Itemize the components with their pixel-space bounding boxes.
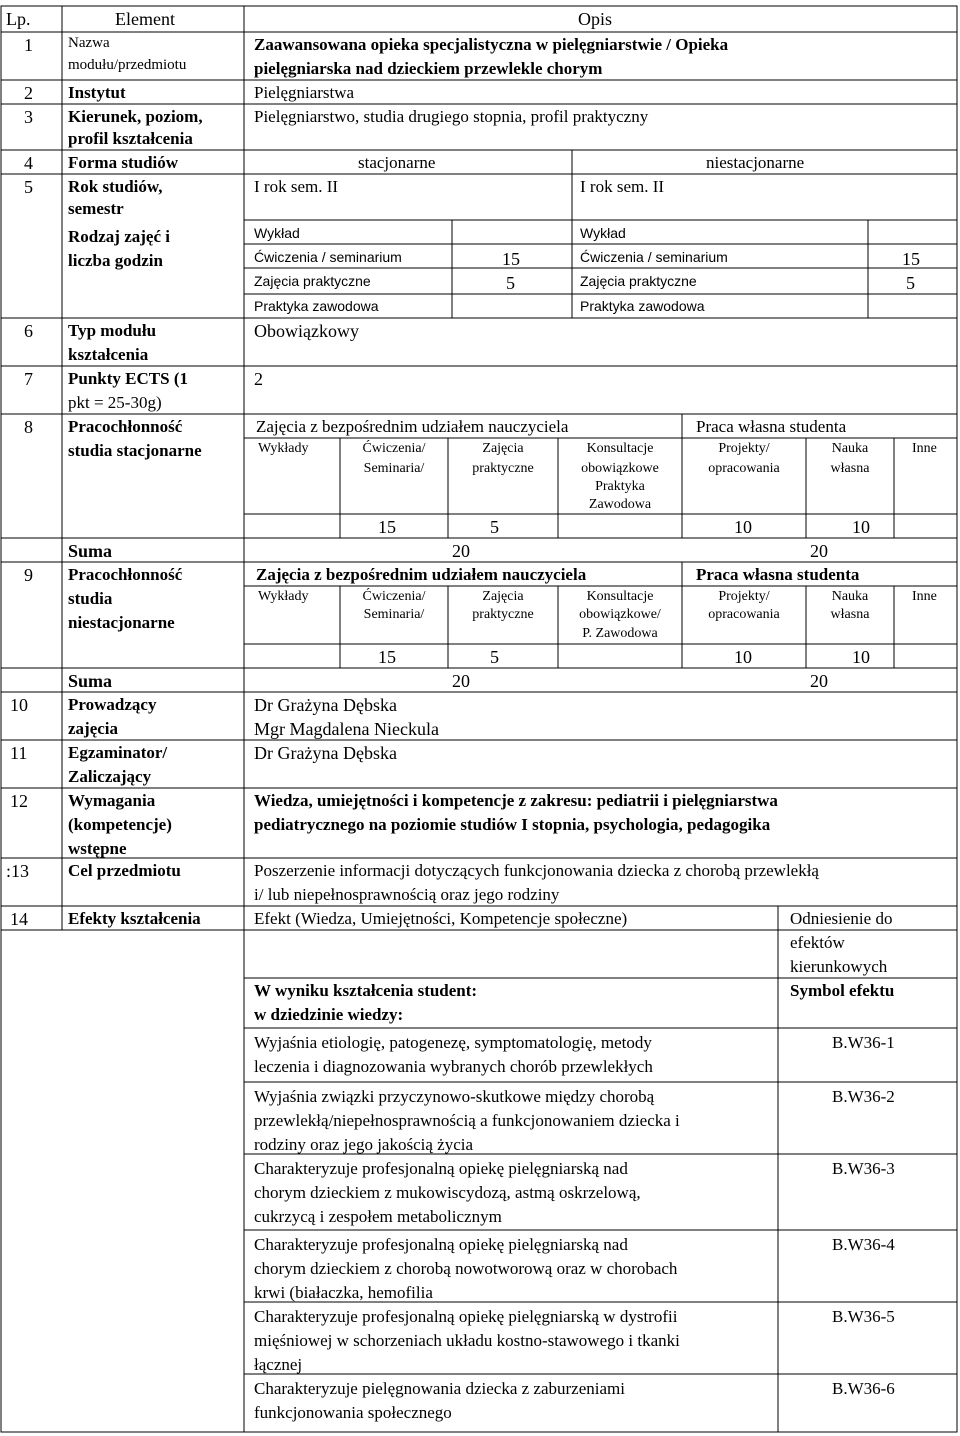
col-header: opracowania <box>708 461 780 476</box>
row-label: Rok studiów, <box>68 177 163 196</box>
sum-label: Suma <box>68 541 113 561</box>
col-header: praktyczne <box>472 607 534 622</box>
hours-value: 10 <box>852 517 870 537</box>
col-header: Inne <box>912 589 937 604</box>
sum-direct: 20 <box>452 541 470 561</box>
col-header: Projekty/ <box>718 589 770 604</box>
row-label: Zaliczający <box>68 767 152 786</box>
sum-own: 20 <box>810 541 828 561</box>
row-number: 7 <box>24 369 33 389</box>
col-header: Nauka <box>831 589 869 604</box>
row-number: 14 <box>10 909 28 929</box>
col-header: Seminaria/ <box>363 461 425 476</box>
col-header: własna <box>830 607 870 622</box>
effects-intro: W wyniku kształcenia student: <box>254 981 478 1000</box>
hours-value: 10 <box>852 647 870 667</box>
hours-value: 15 <box>378 647 396 667</box>
hours-type-name: Wykład <box>580 225 626 241</box>
goal-text: Poszerzenie informacji dotyczących funkcjonowania dziecka z chorobą przewlekłą <box>254 861 819 880</box>
field-value: Pielęgniarstwo, studia drugiego stopnia, profil praktyczny <box>254 107 649 126</box>
requirements-text: pediatrycznego na poziomie studiów I stopnia, psychologia, pedagogika <box>254 815 771 834</box>
row-label: Efekty kształcenia <box>68 909 201 928</box>
form-stacjonarne: stacjonarne <box>358 153 436 172</box>
row-label: Rodzaj zajęć i <box>68 227 170 246</box>
col-header: obowiązkowe/ <box>579 607 661 622</box>
effect-text: łącznej <box>254 1355 303 1374</box>
effect-text: leczenia i diagnozowania wybranych chorób przewlekłych <box>254 1057 653 1076</box>
own-work-heading: Praca własna studenta <box>696 565 860 584</box>
col-header: Praktyka <box>595 479 645 494</box>
effects-intro: w dziedzinie wiedzy: <box>254 1005 404 1024</box>
hours-value: 10 <box>734 517 752 537</box>
institute-value: Pielęgniarstwa <box>254 83 355 102</box>
row-number: 8 <box>24 417 33 437</box>
hours-value: 10 <box>734 647 752 667</box>
direct-hours-heading: Zajęcia z bezpośrednim udziałem nauczyciela <box>256 565 587 584</box>
row-number: 10 <box>10 695 28 715</box>
effect-text: mięśniowej w schorzeniach układu kostno-stawowego i tkanki <box>254 1331 680 1350</box>
sum-label: Suma <box>68 671 113 691</box>
effect-text: chorym dzieckiem z chorobą nowotworową oraz w chorobach <box>254 1259 678 1278</box>
hours-type-name: Praktyka zawodowa <box>254 298 379 314</box>
row-label: (kompetencje) <box>68 815 172 834</box>
effect-text: Charakteryzuje profesjonalną opiekę pielęgniarską nad <box>254 1235 628 1254</box>
row-label: Typ modułu <box>68 321 157 340</box>
col-header: Zawodowa <box>588 497 652 512</box>
row-label: pkt = 25-30g) <box>68 393 162 412</box>
sum-direct: 20 <box>452 671 470 691</box>
row-label: Nazwa <box>68 35 110 51</box>
goal-text: i/ lub niepełnosprawnością oraz jego rodziny <box>254 885 560 904</box>
col-header: Zajęcia <box>482 589 524 604</box>
effect-text: Wyjaśnia związki przyczynowo-skutkowe między chorobą <box>254 1087 655 1106</box>
direct-hours-heading: Zajęcia z bezpośrednim udziałem nauczyciela <box>256 417 569 436</box>
row-number: :13 <box>6 861 30 881</box>
col-header: opracowania <box>708 607 780 622</box>
row-label: Prowadzący <box>68 695 157 714</box>
col-header: Ćwiczenia/ <box>362 589 426 604</box>
effect-text: Wyjaśnia etiologię, patogenezę, symptomatologię, metody <box>254 1033 652 1052</box>
row-label: Kierunek, poziom, <box>68 107 203 126</box>
row-number: 5 <box>24 177 33 197</box>
examiner-name: Dr Grażyna Dębska <box>254 743 397 763</box>
form-niestacjonarne: niestacjonarne <box>706 153 805 172</box>
row-label: Wymagania <box>68 791 156 810</box>
requirements-text: Wiedza, umiejętności i kompetencje z zakresu: pediatrii i pielęgniarstwa <box>254 791 778 810</box>
row-label: liczba godzin <box>68 251 163 270</box>
col-header: Inne <box>912 441 937 456</box>
effect-code: B.W36-4 <box>832 1235 895 1254</box>
hours-value: 15 <box>902 249 920 269</box>
row-number: 1 <box>24 35 33 55</box>
row-number: 3 <box>24 107 33 127</box>
lecturer-name: Mgr Magdalena Nieckula <box>254 719 439 739</box>
module-name: Zaawansowana opieka specjalistyczna w pielęgniarstwie / Opieka <box>254 35 729 54</box>
effect-text: przewlekłą/niepełnosprawnością a funkcjonowaniem dziecka i <box>254 1111 680 1130</box>
reference-col-header: Odniesienie do <box>790 909 893 928</box>
header-lp: Lp. <box>6 9 31 29</box>
hours-value: 5 <box>506 273 515 293</box>
row-label: profil kształcenia <box>68 129 193 148</box>
hours-type-name: Praktyka zawodowa <box>580 298 705 314</box>
ects-value: 2 <box>254 369 263 389</box>
col-header: własna <box>830 461 870 476</box>
semester-niestacjonarne: I rok sem. II <box>580 177 665 196</box>
effect-code: B.W36-5 <box>832 1307 895 1326</box>
effect-text: cukrzycą i zespołem metabolicznym <box>254 1207 502 1226</box>
effect-text: Charakteryzuje profesjonalną opiekę pielęgniarską w dystrofii <box>254 1307 678 1326</box>
col-header: Projekty/ <box>718 441 770 456</box>
hours-type-name: Zajęcia praktyczne <box>254 273 371 289</box>
hours-value: 5 <box>490 517 499 537</box>
effect-text: funkcjonowania społecznego <box>254 1403 452 1422</box>
col-header: obowiązkowe <box>581 461 659 476</box>
effect-text: rodziny oraz jego jakością życia <box>254 1135 474 1154</box>
col-header: Wykłady <box>258 441 309 456</box>
effect-code: B.W36-2 <box>832 1087 895 1106</box>
lecturer-name: Dr Grażyna Dębska <box>254 695 397 715</box>
semester-stacjonarne: I rok sem. II <box>254 177 339 196</box>
header-element: Element <box>115 9 175 29</box>
row-number: 2 <box>24 83 33 103</box>
col-header: Wykłady <box>258 589 309 604</box>
col-header: Zajęcia <box>482 441 524 456</box>
row-label: Cel przedmiotu <box>68 861 181 880</box>
module-name: pielęgniarska nad dzieckiem przewlekle chorym <box>254 59 603 78</box>
row-label: kształcenia <box>68 345 149 364</box>
effect-text: krwi (białaczka, hemofilia <box>254 1283 433 1302</box>
row-label: zajęcia <box>68 719 119 738</box>
row-label: Instytut <box>68 83 126 102</box>
row-label: wstępne <box>68 839 127 858</box>
row-label: modułu/przedmiotu <box>68 57 187 73</box>
row-label: Pracochłonność <box>68 417 183 436</box>
row-number: 4 <box>24 153 33 173</box>
row-label: studia <box>68 589 113 608</box>
row-number: 9 <box>24 565 33 585</box>
effect-code: B.W36-3 <box>832 1159 895 1178</box>
hours-value: 5 <box>906 273 915 293</box>
own-work-heading: Praca własna studenta <box>696 417 847 436</box>
effects-col-header: Efekt (Wiedza, Umiejętności, Kompetencje społeczne) <box>254 909 628 928</box>
row-label: Punkty ECTS (1 <box>68 369 188 388</box>
header-opis: Opis <box>578 9 613 29</box>
row-number: 12 <box>10 791 28 811</box>
col-header: P. Zawodowa <box>582 626 658 641</box>
col-header: Nauka <box>831 441 869 456</box>
effect-text: Charakteryzuje profesjonalną opiekę pielęgniarską nad <box>254 1159 628 1178</box>
col-header: praktyczne <box>472 461 534 476</box>
col-header: Seminaria/ <box>363 607 425 622</box>
reference-col-header: kierunkowych <box>790 957 888 976</box>
effect-code: B.W36-6 <box>832 1379 895 1398</box>
hours-value: 5 <box>490 647 499 667</box>
row-label: Egzaminator/ <box>68 743 168 762</box>
row-label: niestacjonarne <box>68 613 175 632</box>
reference-col-header: efektów <box>790 933 845 952</box>
hours-type-name: Wykład <box>254 225 300 241</box>
hours-type-name: Zajęcia praktyczne <box>580 273 697 289</box>
effect-text: chorym dzieckiem z mukowiscydozą, astmą oskrzelową, <box>254 1183 641 1202</box>
hours-value: 15 <box>378 517 396 537</box>
symbol-header: Symbol efektu <box>790 981 895 1000</box>
row-number: 11 <box>10 743 28 763</box>
col-header: Ćwiczenia/ <box>362 441 426 456</box>
hours-type-name: Ćwiczenia / seminarium <box>254 249 402 265</box>
row-label: semestr <box>68 199 124 218</box>
hours-type-name: Ćwiczenia / seminarium <box>580 249 728 265</box>
sum-own: 20 <box>810 671 828 691</box>
row-label: studia stacjonarne <box>68 441 202 460</box>
module-type-value: Obowiązkowy <box>254 321 359 341</box>
col-header: Konsultacje <box>586 441 654 456</box>
hours-value: 15 <box>502 249 520 269</box>
col-header: Konsultacje <box>586 589 654 604</box>
row-label: Forma studiów <box>68 153 179 172</box>
effect-code: B.W36-1 <box>832 1033 895 1052</box>
row-number: 6 <box>24 321 33 341</box>
row-label: Pracochłonność <box>68 565 183 584</box>
effect-text: Charakteryzuje pielęgnowania dziecka z zaburzeniami <box>254 1379 625 1398</box>
